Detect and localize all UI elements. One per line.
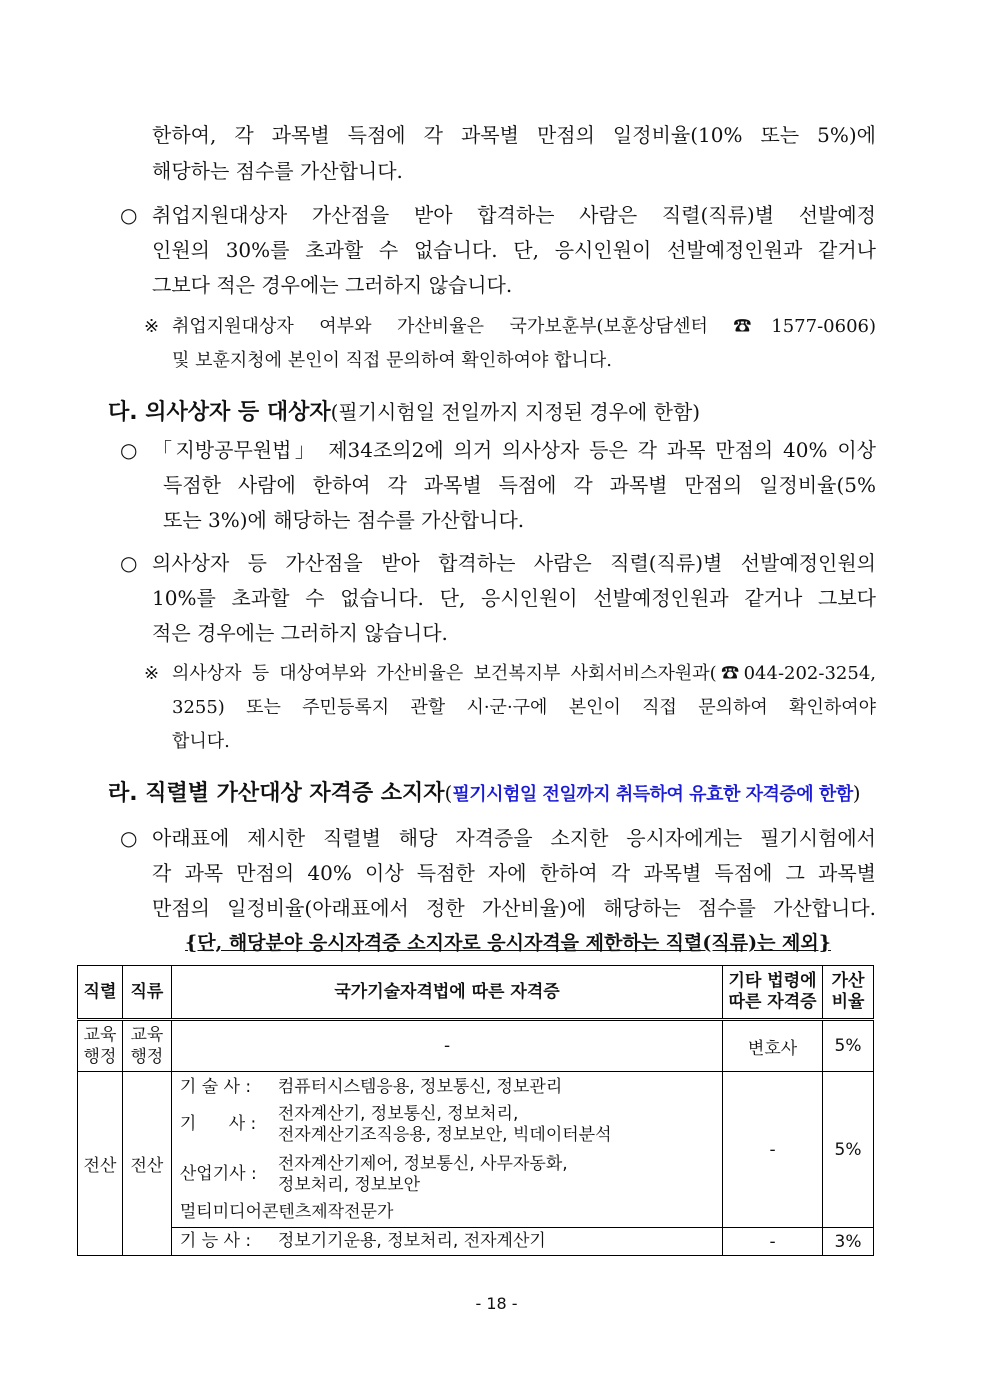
qualification-group xyxy=(180,1101,722,1149)
grade-value: 정보기기운용, 정보처리, 전자계산기 xyxy=(277,1231,546,1251)
paragraph-line: 10%를 초과할 수 없습니다. 단, 응시인원이 선발예정인원과 같거나 그보다 xyxy=(152,586,876,610)
paragraph-line: 아래표에 제시한 직렬별 해당 자격증을 소지한 응시자에게는 필기시험에서 xyxy=(152,826,876,850)
cell-national xyxy=(171,1072,722,1228)
cell-other: - xyxy=(723,1072,823,1228)
grade-label: 기 술 사 : xyxy=(179,1077,252,1097)
grade-label: 기 사 : xyxy=(179,1114,257,1134)
cell-series: 교육 행정 xyxy=(78,1020,123,1072)
paragraph-line: 인원의 30%를 초과할 수 없습니다. 단, 응시인원이 선발예정인원과 같거나 xyxy=(152,238,876,262)
cell-rate: 3% xyxy=(823,1228,874,1256)
section-condition-highlight: 필기시험일 전일까지 취득하여 유효한 자격증에 한함 xyxy=(452,784,853,805)
note-line: 취업지원대상자 여부와 가산비율은 국가보훈부(보훈상담센터 ☎1577-0606) xyxy=(172,316,876,337)
section-title: 라. 직렬별 가산대상 자격증 소지자 xyxy=(108,781,445,806)
table-caveat: {단, 해당분야 응시자격증 소지자로 응시자격을 제한하는 직렬(직류)는 제외} xyxy=(185,932,831,954)
section-title: 다. 의사상자 등 대상자 xyxy=(108,400,331,425)
paragraph-line: 또는 3%)에 해당하는 점수를 가산합니다. xyxy=(163,508,525,532)
grade-label: 산업기사 : xyxy=(179,1164,257,1184)
qualification-group xyxy=(180,1231,722,1252)
cell-rate: 5% xyxy=(823,1020,874,1072)
paragraph-line: 의사상자 등 가산점을 받아 합격하는 사람은 직렬(직류)별 선발예정인원의 xyxy=(152,551,876,575)
bullet-symbol: ○ xyxy=(120,826,138,850)
paragraph-line: 한하여, 각 과목별 득점에 각 과목별 만점의 일정비율(10% 또는 5%)에 xyxy=(152,123,876,147)
cell-national: - xyxy=(171,1020,722,1072)
cell-other: - xyxy=(723,1228,823,1256)
note-symbol: ※ xyxy=(144,316,160,337)
paragraph-line: 해당하는 점수를 가산합니다. xyxy=(152,159,403,183)
bullet-symbol: ○ xyxy=(120,203,138,227)
paragraph-line: 적은 경우에는 그러하지 않습니다. xyxy=(152,621,448,645)
section-condition: (필기시험일 전일까지 지정된 경우에 한함) xyxy=(330,400,701,424)
header-rate: 가산 비율 xyxy=(823,966,874,1020)
bullet-symbol: ○ xyxy=(120,551,138,575)
table-row xyxy=(78,1020,874,1072)
section-heading-ra: 라. 직렬별 가산대상 자격증 소지자(필기시험일 전일까지 취득하여 유효한 자격증에 한함) xyxy=(108,781,861,806)
paragraph-line: 「지방공무원법」 제34조의2에 의거 의사상자 등은 각 과목 만점의 40% 이상 xyxy=(152,438,876,462)
table-header-row xyxy=(78,966,874,1020)
qualification-table xyxy=(77,965,874,1256)
paragraph-line: 취업지원대상자 가산점을 받아 합격하는 사람은 직렬(직류)별 선발예정 xyxy=(152,203,876,227)
table-row xyxy=(78,1228,874,1256)
bullet-symbol: ○ xyxy=(120,438,138,462)
grade-label: 기 능 사 : xyxy=(179,1231,252,1251)
note-line: 및 보훈지청에 본인이 직접 문의하여 확인하여야 합니다. xyxy=(172,350,612,371)
header-series: 직렬 xyxy=(78,966,123,1020)
grade-value: 컴퓨터시스템응용, 정보통신, 정보관리 xyxy=(277,1077,563,1097)
paragraph-line: 각 과목 만점의 40% 이상 득점한 자에 한하여 각 과목별 득점에 그 과목별 xyxy=(152,861,876,885)
cell-national xyxy=(171,1228,722,1256)
table-row xyxy=(78,1072,874,1228)
paragraph-line: 그보다 적은 경우에는 그러하지 않습니다. xyxy=(152,273,513,297)
paragraph-line: 만점의 일정비율(아래표에서 정한 가산비율)에 해당하는 점수를 가산합니다. xyxy=(152,896,876,920)
qualification-group: 멀티미디어콘텐츠제작전문가 xyxy=(179,1202,394,1222)
qualification-group xyxy=(180,1149,722,1201)
qualification-group xyxy=(180,1075,722,1101)
cell-class: 교육 행정 xyxy=(122,1020,171,1072)
note-line: 3255) 또는 주민등록지 관할 시·군·구에 본인이 직접 문의하여 확인하여야 xyxy=(172,697,876,718)
cell-series: 전산 xyxy=(78,1072,123,1256)
header-other: 기타 법령에 따른 자격증 xyxy=(723,966,823,1020)
cell-other: 변호사 xyxy=(723,1020,823,1072)
header-national: 국가기술자격법에 따른 자격증 xyxy=(171,966,722,1020)
section-heading-da xyxy=(108,399,700,426)
grade-value: 전자계산기, 정보통신, 정보처리, 전자계산기조직응용, 정보보안, 빅데이터분석 xyxy=(277,1103,612,1145)
grade-value: 전자계산기제어, 정보통신, 사무자동화, 정보처리, 정보보안 xyxy=(277,1153,568,1195)
note-symbol: ※ xyxy=(144,663,160,684)
page-number: - 18 - xyxy=(475,1294,518,1313)
cell-rate: 5% xyxy=(823,1072,874,1228)
cell-class: 전산 xyxy=(122,1072,171,1256)
note-line: 합니다. xyxy=(172,731,230,752)
note-line: 의사상자 등 대상여부와 가산비율은 보건복지부 사회서비스자원과(☎044-202-3254, xyxy=(172,663,876,684)
paragraph-line: 득점한 사람에 한하여 각 과목별 득점에 각 과목별 만점의 일정비율(5% xyxy=(163,473,876,497)
header-class: 직류 xyxy=(122,966,171,1020)
